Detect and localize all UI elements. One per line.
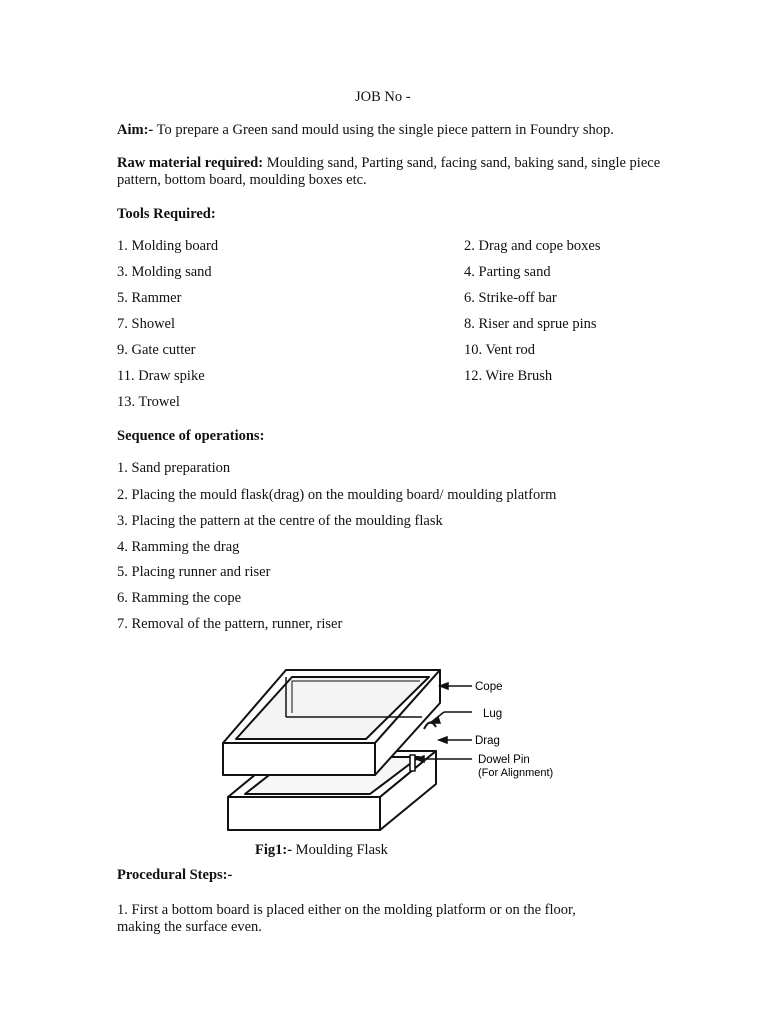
sequence-item: 7. Removal of the pattern, runner, riser [117,616,343,632]
tools-heading: Tools Required: [117,206,216,222]
label-lug: Lug [483,708,503,720]
label-dowel-pin: Dowel Pin [478,754,530,766]
tool-item: 4. Parting sand [464,264,551,280]
tool-item: 8. Riser and sprue pins [464,316,597,332]
moulding-flask-figure [200,657,570,835]
sequence-item: 5. Placing runner and riser [117,564,271,580]
tool-item: 7. Showel [117,316,175,332]
raw-material-label: Raw material required: [117,155,264,171]
tool-item: 5. Rammer [117,290,182,306]
tool-item: 6. Strike-off bar [464,290,557,306]
sequence-item: 2. Placing the mould flask(drag) on the moulding board/ moulding platform [117,487,557,503]
job-number: JOB No - [355,89,411,105]
label-drag: Drag [475,735,500,747]
tool-item: 12. Wire Brush [464,368,553,384]
procedure-step-1: 1. First a bottom board is placed either on the molding platform or on the floor, making the surface even. [117,902,576,935]
sequence-item: 4. Ramming the drag [117,539,240,555]
tool-item: 1. Molding board [117,238,219,254]
label-cope: Cope [475,681,503,693]
tool-item: 9. Gate cutter [117,342,196,358]
tool-item: 13. Trowel [117,394,180,410]
procedure-heading: Procedural Steps:- [117,867,233,883]
raw-material-text: Moulding sand, Parting sand, facing sand, baking sand, single piece pattern, bottom board, moulding boxes etc. [117,155,661,188]
tool-item: 10. Vent rod [464,342,536,358]
sequence-item: 6. Ramming the cope [117,590,242,606]
tool-item: 11. Draw spike [117,368,205,384]
dowel-pin [410,755,415,771]
label-for-alignment: (For Alignment) [478,767,554,779]
aim-text: To prepare a Green sand mould using the single piece pattern in Foundry shop. [153,122,614,138]
figure-caption-text: Moulding Flask [292,842,388,858]
tool-item: 3. Molding sand [117,264,212,280]
figure-caption-label: Fig1:- [255,842,293,858]
figure-caption [255,842,388,859]
aim-line [117,122,614,139]
sequence-item: 1. Sand preparation [117,460,231,476]
sequence-item: 3. Placing the pattern at the centre of the moulding flask [117,513,443,529]
raw-material-paragraph [117,155,677,189]
sequence-heading: Sequence of operations: [117,428,265,444]
tool-item: 2. Drag and cope boxes [464,238,601,254]
aim-label: Aim:- [117,122,154,138]
